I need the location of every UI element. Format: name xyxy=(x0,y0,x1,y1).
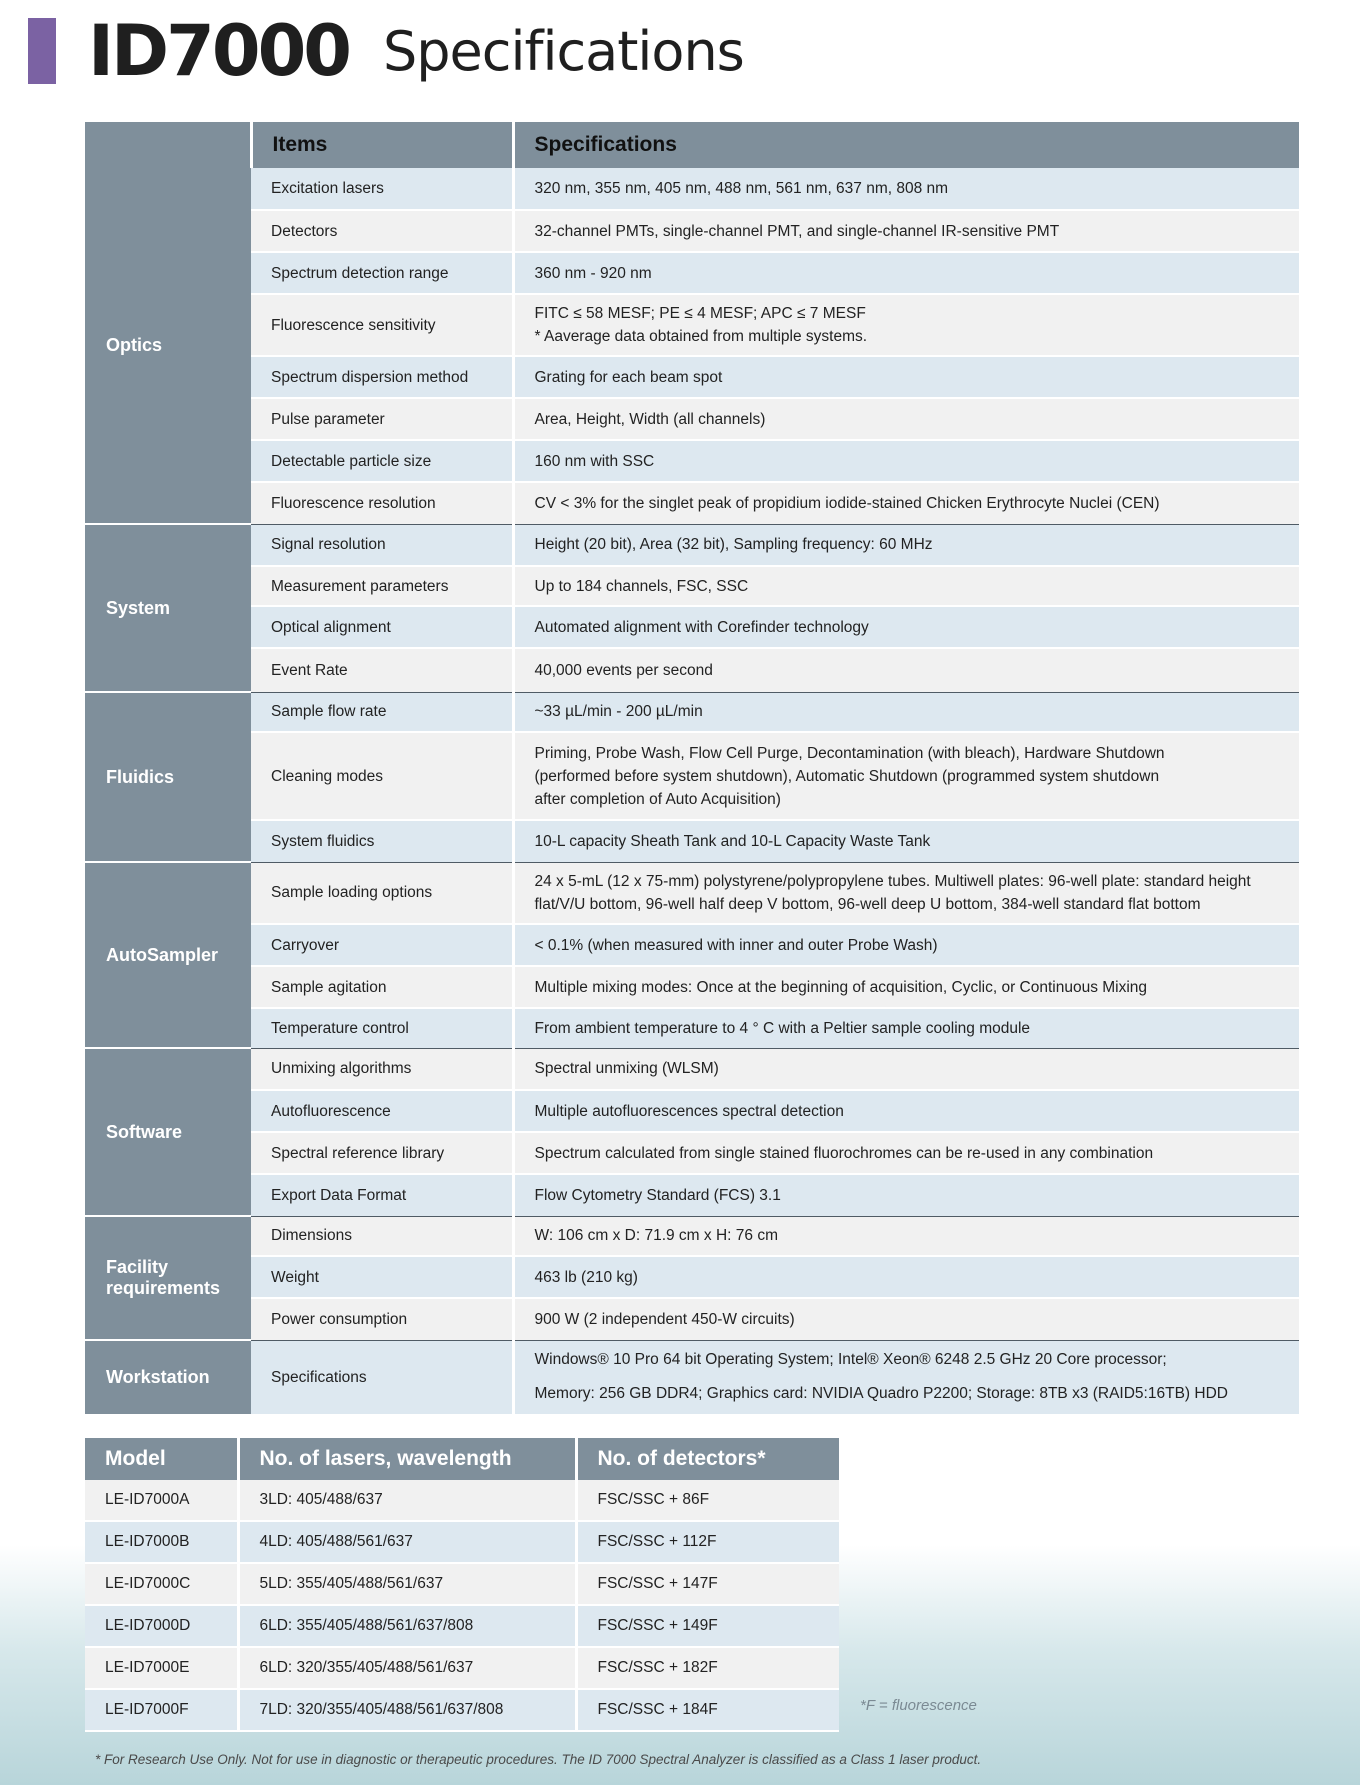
spec-value-line: 32-channel PMTs, single-channel PMT, and single-channel IR-sensitive PMT xyxy=(534,222,1060,240)
spec-row-dimensions xyxy=(85,1216,1299,1256)
spec-item-label: Unmixing algorithms xyxy=(251,1048,513,1090)
group-label-software: Software xyxy=(85,1048,251,1216)
model-lasers: 3LD: 405/488/637 xyxy=(238,1480,576,1521)
spec-row-pulse-parameter xyxy=(85,398,1299,440)
spec-item-label: Fluorescence sensitivity xyxy=(251,294,513,356)
model-lasers: 5LD: 355/405/488/561/637 xyxy=(238,1563,576,1605)
spec-item-label: Event Rate xyxy=(251,648,513,692)
model-lasers: 6LD: 355/405/488/561/637/808 xyxy=(238,1605,576,1647)
spec-header-items: Items xyxy=(251,122,513,168)
spec-value xyxy=(513,398,1299,440)
spec-row-spectrum-dispersion-method xyxy=(85,356,1299,398)
page-title xyxy=(88,6,744,96)
model-row xyxy=(85,1689,839,1731)
spec-value-line: ~33 µL/min - 200 µL/min xyxy=(534,703,703,721)
spec-value-line: < 0.1% (when measured with inner and outer Probe Wash) xyxy=(534,936,938,954)
model-header-detectors: No. of detectors* xyxy=(576,1438,839,1480)
group-label-facility-requirements: Facility requirements xyxy=(85,1216,251,1340)
spec-table xyxy=(85,122,1299,1416)
model-table-body xyxy=(85,1480,839,1731)
model-detectors: FSC/SSC + 149F xyxy=(576,1605,839,1647)
spec-value xyxy=(513,1174,1299,1216)
spec-item-label: Export Data Format xyxy=(251,1174,513,1216)
model-name: LE-ID7000C xyxy=(85,1563,238,1605)
spec-value-line: From ambient temperature to 4 ° C with a Peltier sample cooling module xyxy=(534,1019,1031,1037)
spec-row-optical-alignment xyxy=(85,606,1299,648)
spec-value-line: FITC ≤ 58 MESF; PE ≤ 4 MESF; APC ≤ 7 MESF xyxy=(534,305,866,322)
spec-row-autofluorescence xyxy=(85,1090,1299,1132)
spec-value-line: 160 nm with SSC xyxy=(534,452,655,470)
spec-item-label: Specifications xyxy=(251,1340,513,1415)
spec-value xyxy=(513,482,1299,524)
title-accent-bar xyxy=(28,18,56,84)
spec-item-label: Spectral reference library xyxy=(251,1132,513,1174)
spec-row-power-consumption xyxy=(85,1298,1299,1340)
spec-row-excitation-lasers xyxy=(85,168,1299,210)
spec-item-label: Sample loading options xyxy=(251,862,513,924)
spec-row-export-data-format xyxy=(85,1174,1299,1216)
spec-value-line: Spectrum calculated from single stained fluorochromes can be re-used in any combination xyxy=(534,1144,1154,1162)
spec-row-spectrum-detection-range xyxy=(85,252,1299,294)
spec-item-label: Excitation lasers xyxy=(251,168,513,210)
spec-value xyxy=(513,440,1299,482)
spec-value xyxy=(513,606,1299,648)
spec-row-temperature-control xyxy=(85,1008,1299,1048)
group-label-fluidics: Fluidics xyxy=(85,692,251,862)
spec-value xyxy=(513,862,1299,924)
model-row xyxy=(85,1521,839,1563)
spec-value xyxy=(513,210,1299,252)
spec-item-label: Power consumption xyxy=(251,1298,513,1340)
spec-value xyxy=(513,966,1299,1008)
model-detectors: FSC/SSC + 182F xyxy=(576,1647,839,1689)
spec-value xyxy=(513,1048,1299,1090)
spec-row-carryover xyxy=(85,924,1299,966)
spec-item-label: Spectrum detection range xyxy=(251,252,513,294)
model-header-model: Model xyxy=(85,1438,238,1480)
spec-value-line: 463 lb (210 kg) xyxy=(534,1268,638,1286)
spec-item-label: Fluorescence resolution xyxy=(251,482,513,524)
spec-value xyxy=(513,356,1299,398)
spec-item-label: Cleaning modes xyxy=(251,732,513,820)
model-name: LE-ID7000D xyxy=(85,1605,238,1647)
spec-value xyxy=(513,732,1299,820)
model-row xyxy=(85,1605,839,1647)
spec-value xyxy=(513,294,1299,356)
model-name: LE-ID7000B xyxy=(85,1521,238,1563)
spec-value-line: CV < 3% for the singlet peak of propidium iodide-stained Chicken Erythrocyte Nuclei (CEN) xyxy=(534,494,1160,512)
spec-value-line: 40,000 events per second xyxy=(534,661,713,679)
spec-value-line: Windows® 10 Pro 64 bit Operating System; Intel® Xeon® 6248 2.5 GHz 20 Core processor; xyxy=(534,1351,1167,1369)
spec-row-signal-resolution xyxy=(85,524,1299,566)
spec-value-line: Priming, Probe Wash, Flow Cell Purge, Decontamination (with bleach), Hardware Shutdown xyxy=(534,744,1165,762)
model-name: LE-ID7000E xyxy=(85,1647,238,1689)
spec-value xyxy=(513,924,1299,966)
spec-row-cleaning-modes xyxy=(85,732,1299,820)
title-model: ID7000 xyxy=(88,10,349,92)
spec-value-line: (performed before system shutdown), Automatic Shutdown (programmed system shutdown xyxy=(534,767,1160,785)
spec-item-label: Detectable particle size xyxy=(251,440,513,482)
spec-row-sample-flow-rate xyxy=(85,692,1299,732)
group-label-autosampler: AutoSampler xyxy=(85,862,251,1048)
model-header-row xyxy=(85,1438,839,1480)
spec-value xyxy=(513,1008,1299,1048)
group-label-workstation: Workstation xyxy=(85,1340,251,1415)
spec-value-line: 360 nm - 920 nm xyxy=(534,264,652,282)
model-detectors: FSC/SSC + 184F xyxy=(576,1689,839,1731)
spec-value xyxy=(513,820,1299,862)
spec-value-line: flat/V/U bottom, 96-well half deep V bottom, 96-well deep U bottom, 384-well standard flat bottom xyxy=(534,895,1201,913)
page-footer: * For Research Use Only. Not for use in diagnostic or therapeutic procedures. The ID 7000 Spectral Analyzer is classified as a Class 1 laser product. xyxy=(95,1752,982,1767)
spec-item-label: Detectors xyxy=(251,210,513,252)
model-header-lasers: No. of lasers, wavelength xyxy=(238,1438,576,1480)
spec-row-measurement-parameters xyxy=(85,566,1299,606)
spec-value-line: W: 106 cm x D: 71.9 cm x H: 76 cm xyxy=(534,1227,778,1245)
detector-footnote: *F = fluorescence xyxy=(860,1697,977,1714)
spec-value xyxy=(513,1340,1299,1415)
spec-row-detectable-particle-size xyxy=(85,440,1299,482)
model-name: LE-ID7000A xyxy=(85,1480,238,1521)
spec-value-line: Multiple mixing modes: Once at the beginning of acquisition, Cyclic, or Continuous Mixing xyxy=(534,978,1148,996)
spec-header-row xyxy=(85,122,1299,168)
model-table xyxy=(85,1438,839,1732)
spec-value xyxy=(513,648,1299,692)
spec-row-spectral-reference-library xyxy=(85,1132,1299,1174)
spec-value-line: after completion of Auto Acquisition) xyxy=(534,790,781,808)
spec-row-detectors xyxy=(85,210,1299,252)
spec-value-line: Grating for each beam spot xyxy=(534,368,723,386)
spec-value-line: Spectral unmixing (WLSM) xyxy=(534,1060,719,1078)
spec-item-label: Measurement parameters xyxy=(251,566,513,606)
spec-value xyxy=(513,1298,1299,1340)
spec-row-unmixing-algorithms xyxy=(85,1048,1299,1090)
spec-value-line: Memory: 256 GB DDR4; Graphics card: NVIDIA Quadro P2200; Storage: 8TB x3 (RAID5:16TB) HDD xyxy=(534,1385,1228,1403)
spec-value-line: Multiple autofluorescences spectral detection xyxy=(534,1102,844,1120)
spec-row-system-fluidics xyxy=(85,820,1299,862)
spec-value-line: Flow Cytometry Standard (FCS) 3.1 xyxy=(534,1186,781,1204)
spec-item-label: System fluidics xyxy=(251,820,513,862)
model-lasers: 6LD: 320/355/405/488/561/637 xyxy=(238,1647,576,1689)
spec-row-fluorescence-sensitivity xyxy=(85,294,1299,356)
spec-item-label: Dimensions xyxy=(251,1216,513,1256)
spec-row-fluorescence-resolution xyxy=(85,482,1299,524)
model-detectors: FSC/SSC + 147F xyxy=(576,1563,839,1605)
spec-item-label: Optical alignment xyxy=(251,606,513,648)
spec-value xyxy=(513,1216,1299,1256)
spec-value-line: 24 x 5-mL (12 x 75-mm) polystyrene/polypropylene tubes. Multiwell plates: 96-well plate: standard height xyxy=(534,872,1251,890)
spec-value xyxy=(513,566,1299,606)
spec-item-label: Pulse parameter xyxy=(251,398,513,440)
spec-value-line: 10-L capacity Sheath Tank and 10-L Capacity Waste Tank xyxy=(534,832,931,850)
spec-row-specifications xyxy=(85,1340,1299,1415)
spec-value xyxy=(513,1256,1299,1298)
spec-value xyxy=(513,524,1299,566)
spec-item-label: Carryover xyxy=(251,924,513,966)
spec-item-label: Temperature control xyxy=(251,1008,513,1048)
model-name: LE-ID7000F xyxy=(85,1689,238,1731)
spec-item-label: Sample agitation xyxy=(251,966,513,1008)
spec-value-line: Area, Height, Width (all channels) xyxy=(534,410,766,428)
spec-value xyxy=(513,1132,1299,1174)
model-row xyxy=(85,1563,839,1605)
spec-value-line: 320 nm, 355 nm, 405 nm, 488 nm, 561 nm, 637 nm, 808 nm xyxy=(534,180,949,197)
spec-item-label: Sample flow rate xyxy=(251,692,513,732)
spec-header-blank xyxy=(85,122,251,168)
spec-item-label: Weight xyxy=(251,1256,513,1298)
model-detectors: FSC/SSC + 112F xyxy=(576,1521,839,1563)
spec-item-label: Spectrum dispersion method xyxy=(251,356,513,398)
spec-row-event-rate xyxy=(85,648,1299,692)
group-label-system: System xyxy=(85,524,251,692)
spec-value xyxy=(513,1090,1299,1132)
model-row xyxy=(85,1480,839,1521)
spec-value-line: Up to 184 channels, FSC, SSC xyxy=(534,577,749,595)
spec-value-line: 900 W (2 independent 450-W circuits) xyxy=(534,1310,795,1328)
spec-header-specs: Specifications xyxy=(513,122,1299,168)
spec-value xyxy=(513,252,1299,294)
title-word: Specifications xyxy=(382,19,744,83)
spec-value xyxy=(513,168,1299,210)
model-detectors: FSC/SSC + 86F xyxy=(576,1480,839,1521)
spec-item-label: Signal resolution xyxy=(251,524,513,566)
model-row xyxy=(85,1647,839,1689)
model-lasers: 4LD: 405/488/561/637 xyxy=(238,1521,576,1563)
spec-value-line: Automated alignment with Corefinder technology xyxy=(534,618,869,636)
spec-row-weight xyxy=(85,1256,1299,1298)
spec-item-label: Autofluorescence xyxy=(251,1090,513,1132)
model-lasers: 7LD: 320/355/405/488/561/637/808 xyxy=(238,1689,576,1731)
spec-value xyxy=(513,692,1299,732)
spec-table-body xyxy=(85,168,1299,1415)
spec-value-line: * Aaverage data obtained from multiple systems. xyxy=(534,328,868,345)
spec-value-line: Height (20 bit), Area (32 bit), Sampling frequency: 60 MHz xyxy=(534,536,933,554)
spec-row-sample-agitation xyxy=(85,966,1299,1008)
group-label-optics: Optics xyxy=(85,168,251,524)
spec-row-sample-loading-options xyxy=(85,862,1299,924)
